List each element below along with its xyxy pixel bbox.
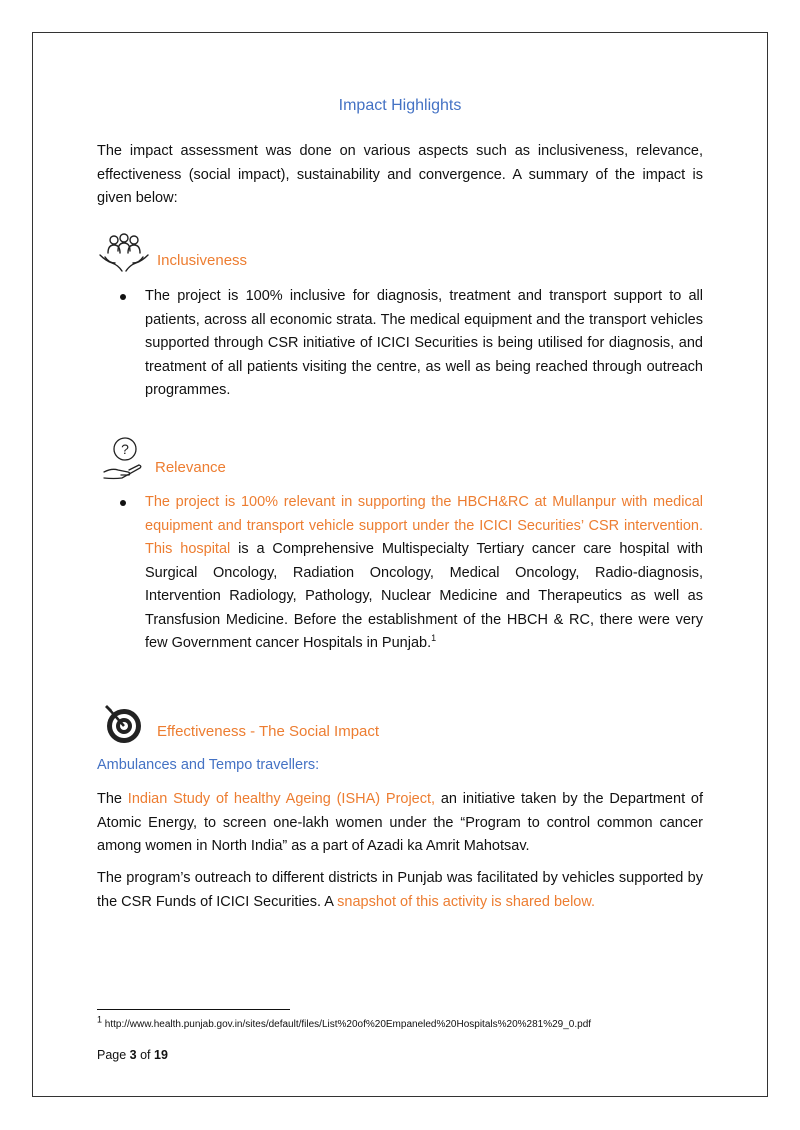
effectiveness-heading: Effectiveness - The Social Impact bbox=[157, 723, 380, 740]
svg-text:?: ? bbox=[121, 441, 129, 457]
target-icon bbox=[103, 703, 145, 745]
inclusiveness-list bbox=[120, 285, 703, 403]
page-total: 19 bbox=[154, 1048, 168, 1062]
isha-paragraph-lead: The bbox=[97, 791, 128, 807]
page-of: of bbox=[136, 1048, 154, 1062]
intro-paragraph: The impact assessment was done on various aspects such as inclusiveness, relevance, effectiveness (social impact), sustainability and convergence. A summary of the impact is given below: bbox=[97, 143, 703, 206]
relevance-bullet-text: is a Comprehensive Multispecialty Tertiary cancer care hospital with Surgical Oncology, Radiation Oncology, Medical Oncology, Radio-diagnosis, Intervention Radiology, Pathology, Nuclear Medicine and Therapeutics as well as Transfusion Medicine. Before the establishment of the HBCH & RC, there were very few Government cancer Hospitals in Punjab. bbox=[145, 541, 703, 651]
inclusiveness-bullet-text: The project is 100% inclusive for diagnosis, treatment and transport support to all patients, across all economic strata. The medical equipment and the transport vehicles supported through CSR initiative of ICICI Securities is being utilised for diagnosis, and treatment of all patients visiting the centre, as well as being reached through outreach programmes. bbox=[145, 288, 703, 398]
people-hands-icon bbox=[97, 233, 151, 273]
footnote-number: 1 bbox=[97, 1014, 103, 1025]
list-item bbox=[120, 285, 703, 403]
isha-project-highlight: Indian Study of healthy Ageing (ISHA) Project, bbox=[127, 791, 436, 807]
relevance-heading: Relevance bbox=[155, 459, 226, 476]
page-current: 3 bbox=[129, 1048, 137, 1062]
question-hand-icon bbox=[101, 436, 147, 482]
outreach-paragraph-text: The program’s outreach to different districts in Punjab was facilitated by vehicles supported by the CSR Funds of ICICI Securities. A bbox=[97, 870, 703, 910]
page-label: Page bbox=[97, 1048, 130, 1062]
snapshot-highlight: snapshot of this activity is shared below. bbox=[337, 893, 596, 910]
bullet-icon bbox=[120, 500, 126, 506]
footnote-url[interactable]: http://www.health.punjab.gov.in/sites/default/files/List%20of%20Empaneled%20Hospitals%20%281%29_0.pdf bbox=[102, 1019, 592, 1030]
page-number bbox=[97, 1048, 168, 1062]
outreach-paragraph bbox=[97, 867, 703, 914]
list-item bbox=[120, 491, 703, 656]
footnote bbox=[97, 1014, 592, 1030]
page-title: Impact Highlights bbox=[338, 97, 462, 114]
footnote-reference: 1 bbox=[431, 633, 437, 644]
relevance-highlight-text: The project is 100% relevant in supporting the HBCH&RC at Mullanpur with medical equipment and transport vehicle support under the ICICI Securities’ CSR intervention. This hospital bbox=[145, 494, 703, 557]
inclusiveness-heading: Inclusiveness bbox=[157, 252, 248, 269]
isha-paragraph bbox=[97, 788, 703, 859]
relevance-list bbox=[120, 491, 703, 656]
bullet-icon bbox=[120, 294, 126, 300]
footnote-divider bbox=[97, 1009, 290, 1010]
ambulances-subheading: Ambulances and Tempo travellers: bbox=[97, 757, 320, 773]
isha-paragraph-text: an initiative taken by the Department of Atomic Energy, to screen one-lakh women under the “Program to control common cancer among women in North India” as a part of Azadi ka Amrit Mahotsav. bbox=[97, 791, 703, 854]
